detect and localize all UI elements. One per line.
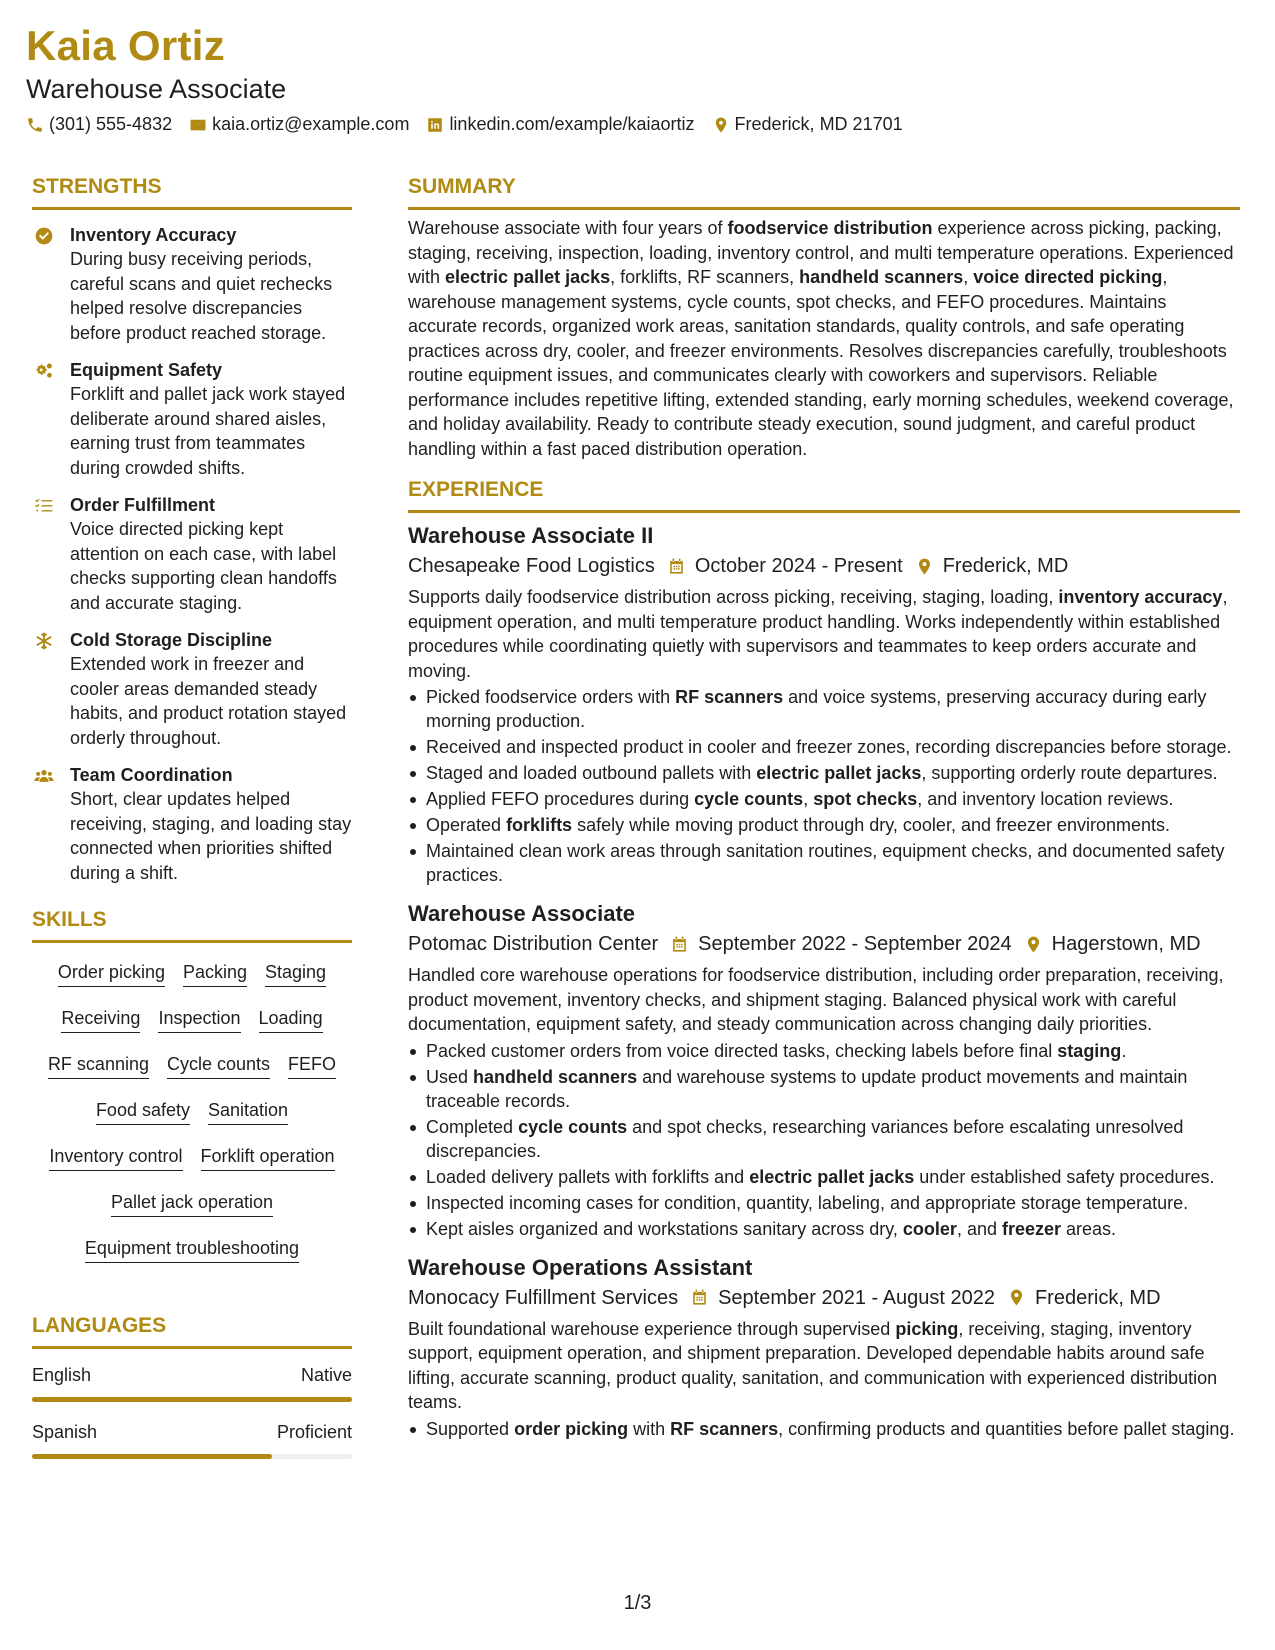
job-description: Built foundational warehouse experience through supervised picking, receiving, staging, inventory support, equipment operation, and shipment preparation. Developed dependable habits around safe lifting, accurate scanning, product quality, sanitation, and communication with experienced distribution teams. [408, 1318, 1218, 1412]
job-company: Chesapeake Food Logistics [408, 555, 655, 577]
job-entry [408, 1253, 1240, 1441]
job-bullet: Operated forklifts safely while moving product through dry, cooler, and freezer environments. [408, 813, 1240, 837]
job-bullet: Staged and loaded outbound pallets with electric pallet jacks, supporting orderly route departures. [408, 761, 1240, 785]
job-dates: October 2024 - Present [694, 555, 903, 577]
skills-row [32, 1137, 352, 1183]
snowflake-icon [32, 628, 70, 750]
job-bullet: Applied FEFO procedures during cycle counts, spot checks, and inventory location reviews. [408, 787, 1240, 811]
job-entry [408, 899, 1240, 1241]
skill-tag: Sanitation [208, 1099, 288, 1125]
strength-title: Cold Storage Discipline [70, 630, 273, 650]
skill-tag: FEFO [288, 1053, 336, 1079]
skills-row [32, 1091, 352, 1137]
job-bullet: Packed customer orders from voice directed tasks, checking labels before final staging. [408, 1039, 1240, 1063]
job-title: Warehouse Associate II [408, 523, 654, 548]
language-proficiency-fill [32, 1397, 352, 1402]
strength-title: Equipment Safety [70, 360, 223, 380]
strengths-list [32, 223, 352, 885]
job-description: Supports daily foodservice distribution across picking, receiving, staging, loading, inventory accuracy, equipment operation, and multi temperature product handling. Works independently within established procedures while coordinating quietly with supervisors and teammates to keep orders accurate and moving. [408, 587, 1228, 681]
skills-row [32, 953, 352, 999]
languages-list [32, 1363, 352, 1459]
check-circle-icon [32, 223, 70, 345]
skill-tag: Loading [259, 1007, 323, 1033]
skill-tag: Receiving [61, 1007, 140, 1033]
language-level: Proficient [276, 1422, 352, 1442]
job-bullet: Received and inspected product in cooler and freezer zones, recording discrepancies before storage. [408, 735, 1240, 759]
job-bullet: Maintained clean work areas through sanitation routines, equipment checks, and documented safety practices. [408, 839, 1240, 887]
contact-text: Frederick, MD 21701 [734, 114, 903, 134]
strength-title: Inventory Accuracy [70, 225, 237, 245]
location-icon [995, 1288, 1035, 1307]
skills-row [32, 1183, 352, 1229]
skill-tag: RF scanning [48, 1053, 149, 1079]
job-bullets [408, 685, 1240, 887]
job-company: Monocacy Fulfillment Services [408, 1286, 679, 1309]
language-item [32, 1420, 352, 1459]
strength-item [32, 628, 352, 750]
contact-bar [26, 114, 920, 135]
languages-heading: LANGUAGES [32, 1313, 352, 1349]
job-location: Frederick, MD [1034, 1286, 1161, 1309]
skill-tag: Cycle counts [167, 1053, 270, 1079]
job-bullet: Inspected incoming cases for condition, quantity, labeling, and appropriate storage temperature. [408, 1191, 1240, 1215]
team-icon [32, 763, 70, 885]
language-proficiency-bar [32, 1397, 352, 1402]
skill-tag: Inventory control [49, 1145, 182, 1171]
strength-description: During busy receiving periods, careful scans and quiet rechecks helped resolve discrepancies before product reached storage. [70, 249, 333, 343]
summary-heading: SUMMARY [408, 174, 1240, 210]
strength-title: Team Coordination [70, 765, 233, 785]
skill-tag: Inspection [158, 1007, 240, 1033]
job-dates: September 2022 - September 2024 [698, 933, 1012, 955]
contact-item [26, 114, 172, 135]
skill-tag: Pallet jack operation [111, 1191, 273, 1217]
candidate-role: Warehouse Associate [26, 74, 287, 104]
job-bullets [408, 1417, 1240, 1441]
skill-tag: Packing [183, 961, 247, 987]
experience-list [408, 521, 1240, 1441]
page-indicator: 1/3 [623, 1592, 652, 1614]
language-name: English [32, 1365, 92, 1385]
job-location: Hagerstown, MD [1051, 933, 1201, 955]
skills-heading: SKILLS [32, 907, 352, 943]
skill-tag: Staging [265, 961, 326, 987]
language-level: Native [300, 1365, 352, 1385]
strength-description: Short, clear updates helped receiving, staging, and loading stay connected when priorities shifted during a shift. [70, 789, 352, 883]
calendar-icon [678, 1288, 718, 1307]
skills-row [32, 1229, 352, 1275]
strengths-heading: STRENGTHS [32, 174, 352, 210]
checklist-icon [32, 493, 70, 615]
contact-item[interactable] [426, 114, 694, 135]
location-icon [712, 116, 735, 134]
job-bullet: Loaded delivery pallets with forklifts and electric pallet jacks under established safety procedures. [408, 1165, 1240, 1189]
contact-text: linkedin.com/example/kaiaortiz [449, 114, 695, 134]
gears-icon [32, 358, 70, 480]
language-item [32, 1363, 352, 1402]
summary-text: Warehouse associate with four years of foodservice distribution experience across picking, packing, staging, receiving, inspection, loading, inventory control, and multi temperature operations. Experienced with electric pallet jacks, forklifts, RF scanners, handheld scanners, voice directed picking, warehouse management systems, cycle counts, spot checks, and FEFO procedures. Maintains accurate records, organized work areas, sanitation standards, quality controls, and safe operating practices across dry, cooler, and freezer environments. Resolves discrepancies carefully, troubleshoots routine equipment issues, and communicates clearly with coworkers and supervisors. Reliable performance includes repetitive lifting, extended standing, early morning schedules, weekend coverage, and holiday availability. Ready to contribute steady execution, sound judgment, and careful product handling within a fast paced distribution operation. [408, 218, 1234, 459]
language-proficiency-bar [32, 1454, 352, 1459]
job-bullet: Supported order picking with RF scanners, confirming products and quantities before pallet staging. [408, 1417, 1240, 1441]
job-bullet: Kept aisles organized and workstations sanitary across dry, cooler, and freezer areas. [408, 1217, 1240, 1241]
job-bullet: Used handheld scanners and warehouse systems to update product movements and maintain traceable records. [408, 1065, 1240, 1113]
experience-heading: EXPERIENCE [408, 477, 1240, 513]
calendar-icon [655, 557, 695, 576]
job-title: Warehouse Associate [408, 901, 636, 926]
strength-description: Extended work in freezer and cooler areas demanded steady habits, and product rotation stayed orderly throughout. [70, 654, 347, 748]
contact-item[interactable] [189, 114, 409, 135]
contact-item[interactable] [712, 114, 903, 135]
skill-tag: Equipment troubleshooting [85, 1237, 299, 1263]
candidate-name: Kaia Ortiz [26, 22, 226, 69]
skill-tag: Food safety [96, 1099, 190, 1125]
job-title: Warehouse Operations Assistant [408, 1254, 753, 1280]
language-proficiency-fill [32, 1454, 272, 1459]
linkedin-icon [426, 116, 449, 134]
job-bullet: Completed cycle counts and spot checks, researching variances before escalating unresolved discrepancies. [408, 1115, 1240, 1163]
strength-item [32, 358, 352, 480]
strength-description: Voice directed picking kept attention on each case, with label checks supporting clean handoffs and accurate staging. [70, 519, 337, 613]
contact-text: kaia.ortiz@example.com [212, 114, 410, 134]
strength-description: Forklift and pallet jack work stayed deliberate around shared aisles, earning trust from teammates during crowded shifts. [70, 384, 346, 478]
left-column [32, 174, 352, 1477]
skills-list [32, 943, 352, 1275]
job-location: Frederick, MD [942, 555, 1069, 577]
job-description: Handled core warehouse operations for foodservice distribution, including order preparation, receiving, product movement, inventory checks, and shipment staging. Balanced physical work with careful documentation, equipment safety, and steady communication across changing daily priorities. [408, 965, 1224, 1034]
job-bullet: Picked foodservice orders with RF scanners and voice systems, preserving accuracy during early morning production. [408, 685, 1240, 733]
strength-title: Order Fulfillment [70, 495, 216, 515]
job-meta [408, 930, 1240, 958]
skill-tag: Order picking [58, 961, 165, 987]
strength-item [32, 223, 352, 345]
job-dates: September 2021 - August 2022 [718, 1286, 995, 1309]
phone-icon [26, 116, 49, 134]
strength-item [32, 493, 352, 615]
job-bullets [408, 1039, 1240, 1241]
email-icon [189, 116, 212, 134]
job-meta [408, 552, 1240, 580]
skills-row [32, 1045, 352, 1091]
strength-item [32, 763, 352, 885]
skill-tag: Forklift operation [201, 1145, 335, 1171]
location-icon [1012, 935, 1052, 954]
location-icon [903, 557, 943, 576]
skills-row [32, 999, 352, 1045]
contact-text: (301) 555-4832 [49, 114, 173, 134]
language-name: Spanish [32, 1422, 98, 1442]
job-company: Potomac Distribution Center [408, 933, 659, 955]
job-entry [408, 521, 1240, 887]
job-meta [408, 1284, 1240, 1312]
calendar-icon [658, 935, 698, 954]
right-column [408, 174, 1240, 1443]
